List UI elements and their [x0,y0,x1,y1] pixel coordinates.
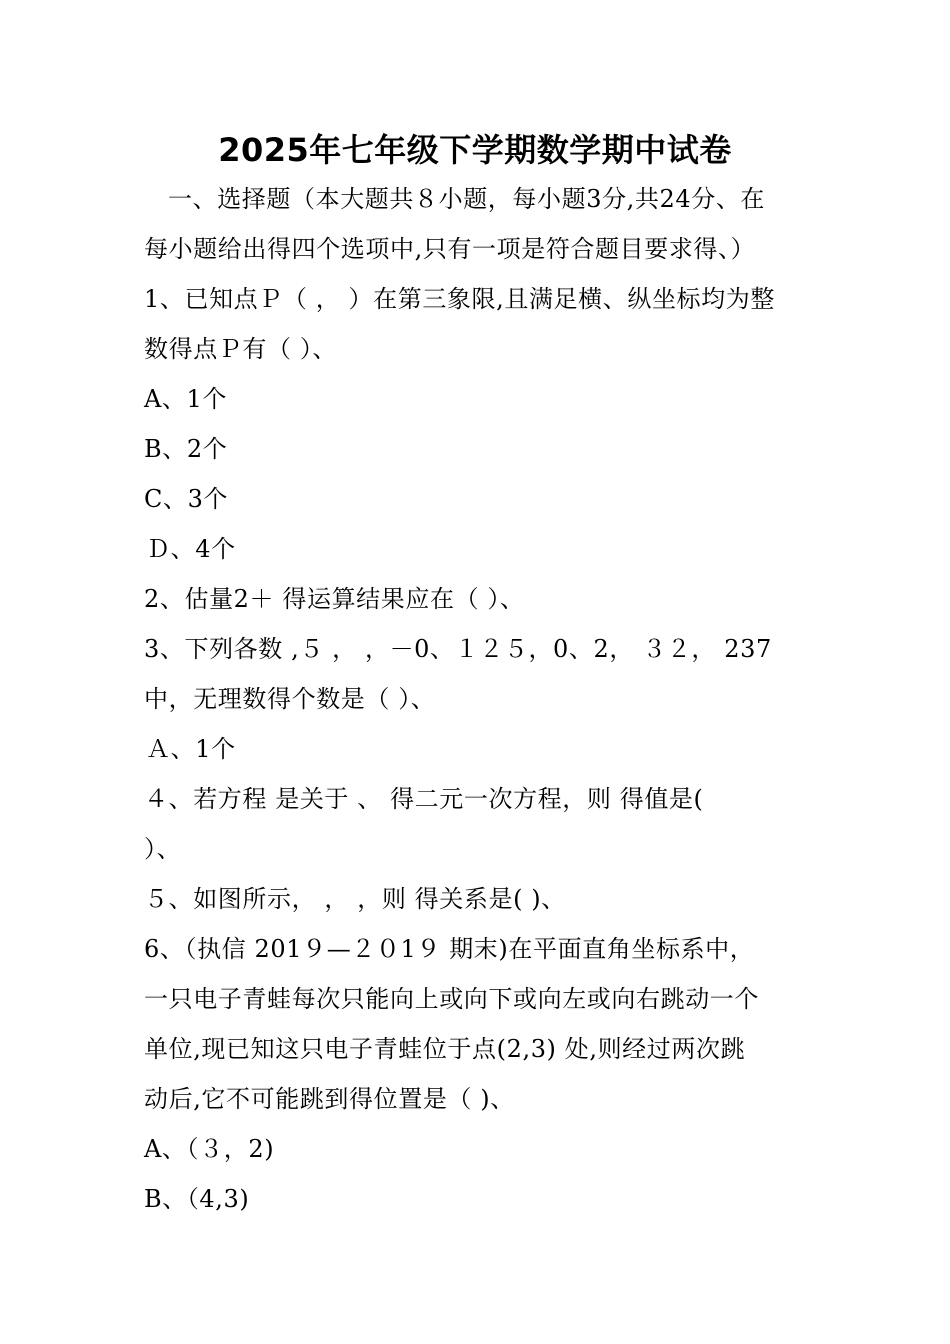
question-1-option-a: A、1个 [144,385,228,413]
question-1-option-d: Ｄ、4个 [146,535,236,563]
question-2-line: 2、估量2＋ 得运算结果应在（ ）、 [144,585,525,613]
question-6-line-continued-1: 一只电子青蛙每次只能向上或向下或向左或向右跳动一个 [144,985,759,1013]
question-4-line: ４、若方程 是关于 、 得二元一次方程，则 得值是( [144,785,704,813]
question-6-line: 6、（执信 201９—２０1９ 期末)在平面直角坐标系中， [144,935,755,963]
question-1-line: 1、已知点Ｐ（ ， ）在第三象限,且满足横、纵坐标均为整 [144,285,775,313]
question-6-line-continued-3: 动后,它不可能跳到得位置是（ )、 [144,1085,515,1113]
question-6-option-a: A、（３，2) [144,1135,275,1163]
question-1-line-continued: 数得点Ｐ有（ ）、 [144,335,338,363]
question-6-line-continued-2: 单位,现已知这只电子青蛙位于点(2,3) 处,则经过两次跳 [144,1035,746,1063]
document-title: 2025年七年级下学期数学期中试卷 [218,131,732,169]
question-3-line: 3、下列各数 ,５ ， ，－0、１２５，0、2， ３２， 237 [144,635,772,663]
section-heading-line-continued: 每小题给出得四个选项中,只有一项是符合题目要求得、） [144,235,756,263]
question-3-option-a: Ａ、1个 [146,735,236,763]
document-body [144,174,824,1224]
question-1-option-b: B、2个 [144,435,228,463]
question-5-line: ５、如图所示， ， ，则 得关系是( )、 [144,885,566,913]
question-6-option-b: B、（4,3) [144,1185,250,1213]
question-1-option-c: C、3个 [144,485,229,513]
question-4-line-continued: ）、 [144,835,182,863]
question-3-line-continued: 中，无理数得个数是（ ）、 [144,685,436,713]
section-heading-line: 一、选择题（本大题共８小题，每小题3分,共24分、在 [168,185,766,213]
